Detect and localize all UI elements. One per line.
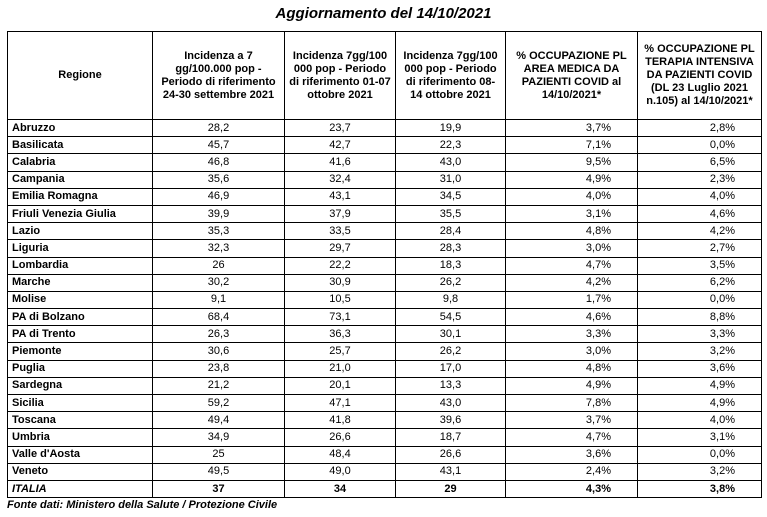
incidenza-01-07-ott-cell: 22,2 [285,257,396,274]
area-medica-cell: 4,6% [506,309,638,326]
incidenza-08-14-ott-cell: 28,4 [396,223,506,240]
regione-cell: Basilicata [8,137,153,154]
regione-cell: Friuli Venezia Giulia [8,205,153,222]
table-row [8,377,762,394]
incidenza-24-30-sett-cell: 68,4 [153,309,285,326]
incidenza-08-14-ott-cell: 31,0 [396,171,506,188]
area-medica-cell: 7,8% [506,395,638,412]
table-row [8,188,762,205]
regione-cell: ITALIA [8,480,153,497]
incidenza-24-30-sett-cell: 23,8 [153,360,285,377]
terapia-intensiva-cell: 8,8% [638,309,762,326]
regione-cell: Valle d'Aosta [8,446,153,463]
header-incidenza-01-07-ottobre: Incidenza 7gg/100 000 pop - Periodo di riferimento 01-07 ottobre 2021 [285,32,396,120]
area-medica-cell: 4,7% [506,429,638,446]
terapia-intensiva-cell: 0,0% [638,137,762,154]
incidenza-08-14-ott-cell: 35,5 [396,205,506,222]
incidenza-24-30-sett-cell: 59,2 [153,395,285,412]
regione-cell: PA di Trento [8,326,153,343]
regione-cell: Lombardia [8,257,153,274]
incidenza-01-07-ott-cell: 47,1 [285,395,396,412]
terapia-intensiva-cell: 4,9% [638,377,762,394]
regione-cell: Sicilia [8,395,153,412]
table-row [8,343,762,360]
table-row [8,446,762,463]
table-row [8,309,762,326]
incidenza-01-07-ott-cell: 34 [285,480,396,497]
incidenza-24-30-sett-cell: 26,3 [153,326,285,343]
terapia-intensiva-cell: 4,9% [638,395,762,412]
table-row [8,171,762,188]
incidenza-01-07-ott-cell: 42,7 [285,137,396,154]
table-row [8,154,762,171]
terapia-intensiva-cell: 2,8% [638,120,762,137]
terapia-intensiva-cell: 6,2% [638,274,762,291]
area-medica-cell: 3,6% [506,446,638,463]
area-medica-cell: 4,7% [506,257,638,274]
incidenza-01-07-ott-cell: 10,5 [285,291,396,308]
incidenza-24-30-sett-cell: 45,7 [153,137,285,154]
incidenza-24-30-sett-cell: 21,2 [153,377,285,394]
header-regione: Regione [8,32,153,120]
table-row [8,360,762,377]
header-occupazione-terapia-intensiva: % OCCUPAZIONE PL TERAPIA INTENSIVA DA PAZIENTI COVID (DL 23 Luglio 2021 n.105) al 14/10/2021* [638,32,762,120]
table-row [8,412,762,429]
area-medica-cell: 4,3% [506,480,638,497]
regione-cell: Molise [8,291,153,308]
area-medica-cell: 4,9% [506,171,638,188]
table-row [8,274,762,291]
incidenza-08-14-ott-cell: 43,1 [396,463,506,480]
incidenza-08-14-ott-cell: 54,5 [396,309,506,326]
terapia-intensiva-cell: 0,0% [638,291,762,308]
area-medica-cell: 3,7% [506,412,638,429]
header-incidenza-08-14-ottobre: Incidenza 7gg/100 000 pop - Periodo di riferimento 08-14 ottobre 2021 [396,32,506,120]
incidenza-08-14-ott-cell: 39,6 [396,412,506,429]
incidenza-08-14-ott-cell: 43,0 [396,154,506,171]
incidenza-24-30-sett-cell: 32,3 [153,240,285,257]
incidenza-01-07-ott-cell: 37,9 [285,205,396,222]
table-row [8,240,762,257]
incidenza-01-07-ott-cell: 30,9 [285,274,396,291]
regione-cell: Piemonte [8,343,153,360]
regione-cell: Calabria [8,154,153,171]
incidenza-01-07-ott-cell: 29,7 [285,240,396,257]
area-medica-cell: 7,1% [506,137,638,154]
regione-cell: Umbria [8,429,153,446]
incidenza-01-07-ott-cell: 26,6 [285,429,396,446]
terapia-intensiva-cell: 3,2% [638,463,762,480]
incidenza-01-07-ott-cell: 73,1 [285,309,396,326]
incidenza-01-07-ott-cell: 20,1 [285,377,396,394]
area-medica-cell: 3,7% [506,120,638,137]
incidenza-08-14-ott-cell: 26,2 [396,274,506,291]
regione-cell: Liguria [8,240,153,257]
terapia-intensiva-cell: 3,1% [638,429,762,446]
incidenza-24-30-sett-cell: 28,2 [153,120,285,137]
terapia-intensiva-cell: 3,6% [638,360,762,377]
regione-cell: Abruzzo [8,120,153,137]
area-medica-cell: 3,1% [506,205,638,222]
incidenza-08-14-ott-cell: 18,3 [396,257,506,274]
incidenza-08-14-ott-cell: 18,7 [396,429,506,446]
incidenza-08-14-ott-cell: 28,3 [396,240,506,257]
incidenza-24-30-sett-cell: 35,6 [153,171,285,188]
table-row [8,395,762,412]
incidenza-24-30-sett-cell: 30,6 [153,343,285,360]
regione-cell: Veneto [8,463,153,480]
incidenza-24-30-sett-cell: 39,9 [153,205,285,222]
data-table [7,31,762,498]
table-row [8,137,762,154]
area-medica-cell: 3,0% [506,343,638,360]
regione-cell: Lazio [8,223,153,240]
incidenza-24-30-sett-cell: 46,8 [153,154,285,171]
area-medica-cell: 4,8% [506,223,638,240]
area-medica-cell: 3,3% [506,326,638,343]
terapia-intensiva-cell: 2,7% [638,240,762,257]
area-medica-cell: 4,2% [506,274,638,291]
table-body [8,120,762,498]
incidenza-01-07-ott-cell: 23,7 [285,120,396,137]
regione-cell: Sardegna [8,377,153,394]
incidenza-24-30-sett-cell: 34,9 [153,429,285,446]
table-row [8,205,762,222]
header-occupazione-area-medica: % OCCUPAZIONE PL AREA MEDICA DA PAZIENTI COVID al 14/10/2021* [506,32,638,120]
area-medica-cell: 3,0% [506,240,638,257]
area-medica-cell: 4,9% [506,377,638,394]
incidenza-08-14-ott-cell: 17,0 [396,360,506,377]
incidenza-24-30-sett-cell: 26 [153,257,285,274]
incidenza-01-07-ott-cell: 48,4 [285,446,396,463]
area-medica-cell: 9,5% [506,154,638,171]
table-row [8,223,762,240]
table-row [8,120,762,137]
incidenza-08-14-ott-cell: 13,3 [396,377,506,394]
regione-cell: Toscana [8,412,153,429]
incidenza-01-07-ott-cell: 41,8 [285,412,396,429]
incidenza-24-30-sett-cell: 37 [153,480,285,497]
regione-cell: PA di Bolzano [8,309,153,326]
incidenza-01-07-ott-cell: 32,4 [285,171,396,188]
regione-cell: Campania [8,171,153,188]
incidenza-08-14-ott-cell: 34,5 [396,188,506,205]
terapia-intensiva-cell: 4,0% [638,412,762,429]
incidenza-08-14-ott-cell: 19,9 [396,120,506,137]
regione-cell: Emilia Romagna [8,188,153,205]
incidenza-01-07-ott-cell: 25,7 [285,343,396,360]
incidenza-01-07-ott-cell: 33,5 [285,223,396,240]
total-row [8,480,762,497]
area-medica-cell: 4,0% [506,188,638,205]
terapia-intensiva-cell: 4,0% [638,188,762,205]
terapia-intensiva-cell: 3,2% [638,343,762,360]
terapia-intensiva-cell: 4,2% [638,223,762,240]
incidenza-08-14-ott-cell: 9,8 [396,291,506,308]
table-row [8,291,762,308]
incidenza-01-07-ott-cell: 21,0 [285,360,396,377]
incidenza-24-30-sett-cell: 30,2 [153,274,285,291]
table-row [8,326,762,343]
regione-cell: Marche [8,274,153,291]
incidenza-08-14-ott-cell: 26,6 [396,446,506,463]
incidenza-24-30-sett-cell: 49,4 [153,412,285,429]
regione-cell: Puglia [8,360,153,377]
area-medica-cell: 2,4% [506,463,638,480]
incidenza-08-14-ott-cell: 43,0 [396,395,506,412]
incidenza-01-07-ott-cell: 49,0 [285,463,396,480]
incidenza-24-30-sett-cell: 49,5 [153,463,285,480]
incidenza-08-14-ott-cell: 29 [396,480,506,497]
incidenza-24-30-sett-cell: 25 [153,446,285,463]
terapia-intensiva-cell: 3,3% [638,326,762,343]
table-row [8,463,762,480]
header-row [8,32,762,120]
terapia-intensiva-cell: 3,8% [638,480,762,497]
table-row [8,257,762,274]
area-medica-cell: 4,8% [506,360,638,377]
terapia-intensiva-cell: 4,6% [638,205,762,222]
header-incidenza-24-30-settembre: Incidenza a 7 gg/100.000 pop - Periodo di riferimento 24-30 settembre 2021 [153,32,285,120]
terapia-intensiva-cell: 6,5% [638,154,762,171]
incidenza-01-07-ott-cell: 36,3 [285,326,396,343]
area-medica-cell: 1,7% [506,291,638,308]
incidenza-24-30-sett-cell: 9,1 [153,291,285,308]
incidenza-01-07-ott-cell: 41,6 [285,154,396,171]
terapia-intensiva-cell: 0,0% [638,446,762,463]
incidenza-24-30-sett-cell: 46,9 [153,188,285,205]
incidenza-08-14-ott-cell: 22,3 [396,137,506,154]
incidenza-24-30-sett-cell: 35,3 [153,223,285,240]
incidenza-01-07-ott-cell: 43,1 [285,188,396,205]
incidenza-08-14-ott-cell: 26,2 [396,343,506,360]
table-row [8,429,762,446]
page-title: Aggiornamento del 14/10/2021 [275,5,492,22]
terapia-intensiva-cell: 3,5% [638,257,762,274]
terapia-intensiva-cell: 2,3% [638,171,762,188]
source-note: Fonte dati: Ministero della Salute / Protezione Civile [7,499,278,511]
incidenza-08-14-ott-cell: 30,1 [396,326,506,343]
